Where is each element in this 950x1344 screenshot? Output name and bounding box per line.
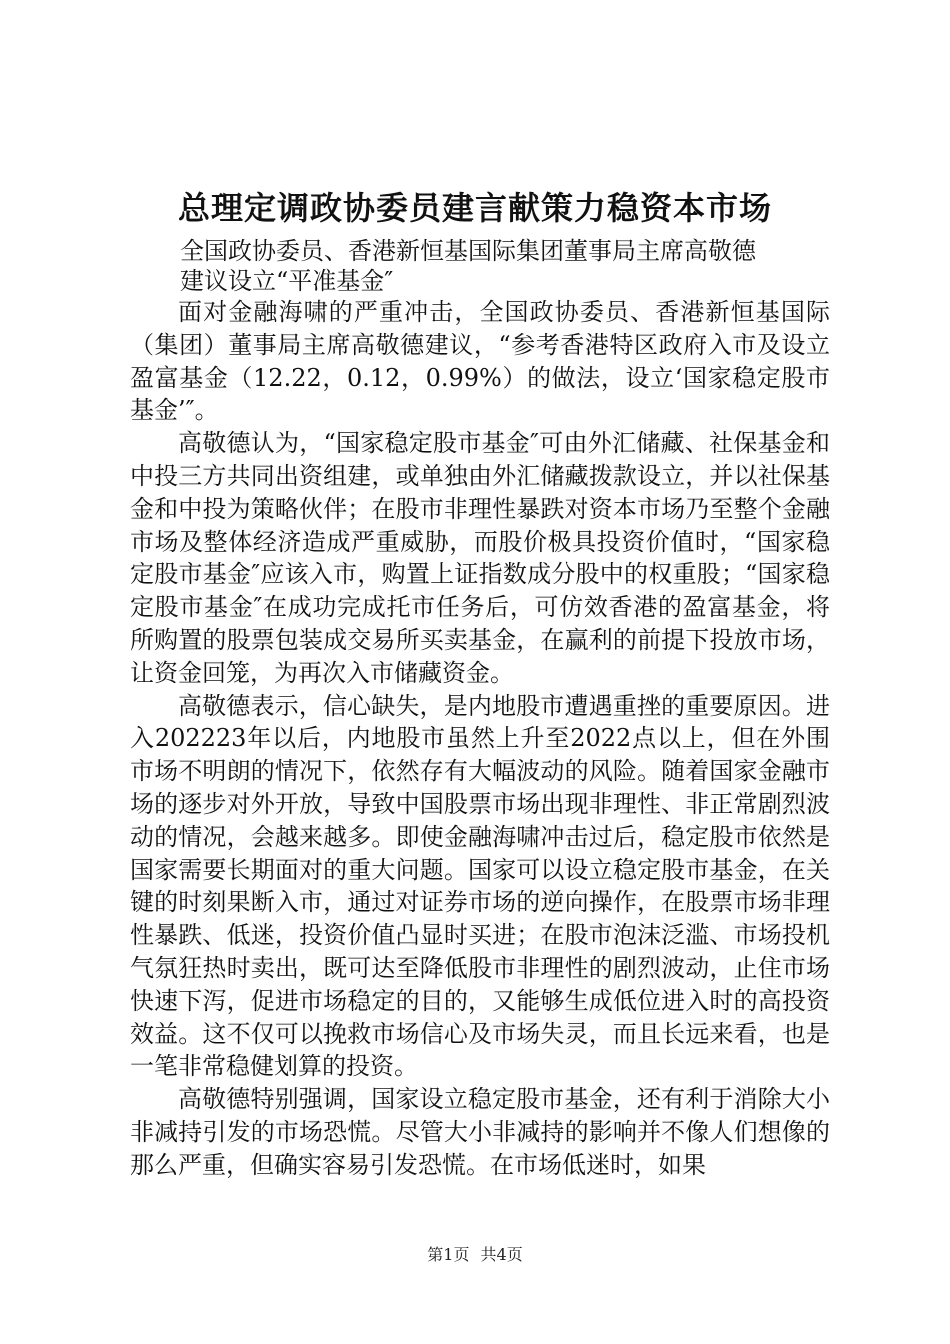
document-body bbox=[130, 296, 830, 1182]
subtitle-line-1: 全国政协委员、香港新恒基国际集团董事局主席高敬德 bbox=[180, 237, 756, 265]
page-footer bbox=[0, 1244, 950, 1266]
paragraph-1: 面对金融海啸的严重冲击，全国政协委员、香港新恒基国际（集团）董事局主席高敬德建议，“参考香港特区政府入市及设立盈富基金（12.22，0.12，0.99%）的做法，设立‘国家稳定股市基金’″。 bbox=[130, 298, 830, 425]
page-number: 第1页 bbox=[427, 1245, 470, 1264]
paragraph-3: 高敬德表示，信心缺失，是内地股市遭遇重挫的重要原因。进入202223年以后，内地股市虽然上升至2022点以上，但在外围市场不明朗的情况下，依然存有大幅波动的风险。随着国家金融市场的逐步对外开放，导致中国股票市场出现非理性、非正常剧烈波动的情况，会越来越多。即使金融海啸冲击过后，稳定股市依然是国家需要长期面对的重大问题。国家可以设立稳定股市基金，在关键的时刻果断入市，通过对证券市场的逆向操作，在股票市场非理性暴跌、低迷，投资价值凸显时买进；在股市泡沫泛滥、市场投机气氛狂热时卖出，既可达至降低股市非理性的剧烈波动，止住市场快速下泻，促进市场稳定的目的，又能够生成低位进入时的高投资效益。这不仅可以挽救市场信心及市场失灵，而且长远来看，也是一笔非常稳健划算的投资。 bbox=[130, 691, 830, 1081]
subtitle-line-2: 建议设立“平准基金″ bbox=[180, 267, 394, 295]
paragraph-2: 高敬德认为，“国家稳定股市基金″可由外汇储藏、社保基金和中投三方共同出资组建，或单独由外汇储藏拨款设立，并以社保基金和中投为策略伙伴；在股市非理性暴跌对资本市场乃至整个金融市场及整体经济造成严重威胁，而股价极具投资价值时，“国家稳定股市基金″应该入市，购置上证指数成分股中的权重股；“国家稳定股市基金″在成功完成托市任务后，可仿效香港的盈富基金，将所购置的股票包装成交易所买卖基金，在赢利的前提下投放市场，让资金回笼，为再次入市储藏资金。 bbox=[130, 429, 830, 687]
document-title: 总理定调政协委员建言献策力稳资本市场 bbox=[177, 189, 772, 227]
paragraph-4: 高敬德特别强调，国家设立稳定股市基金，还有利于消除大小非减持引发的市场恐慌。尽管大小非减持的影响并不像人们想像的那么严重，但确实容易引发恐慌。在市场低迷时，如果 bbox=[130, 1085, 830, 1179]
page-total: 共4页 bbox=[480, 1245, 523, 1264]
